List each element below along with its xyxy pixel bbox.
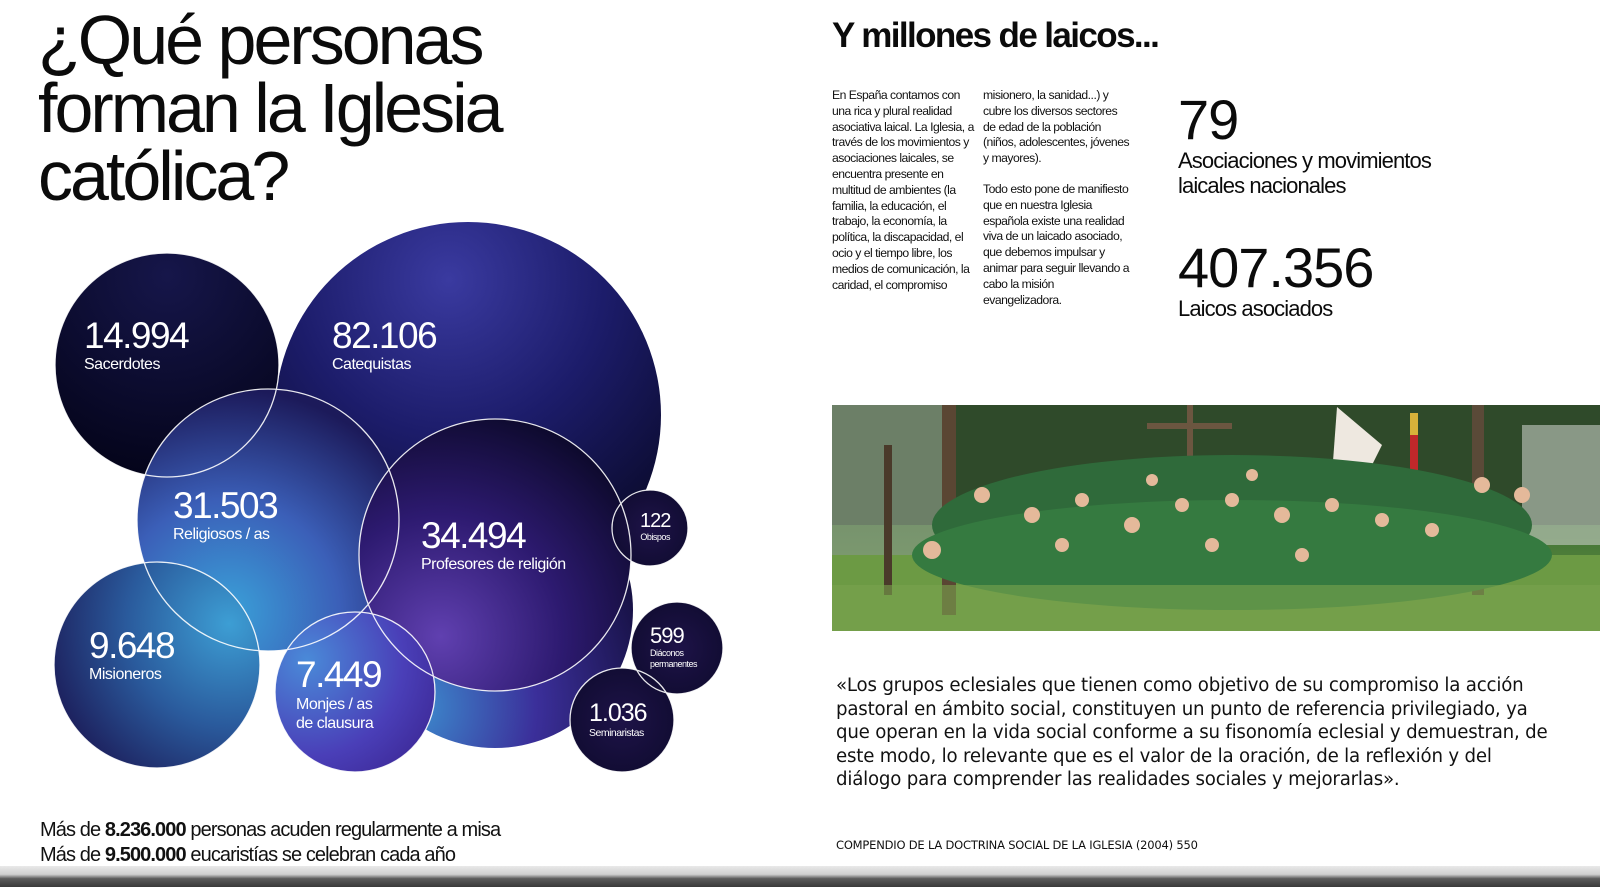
bubble-obispos bbox=[640, 510, 670, 542]
bubble-misioneros bbox=[89, 626, 174, 684]
quote-source: COMPENDIO DE LA DOCTRINA SOCIAL DE LA IGLESIA (2004) 550 bbox=[836, 838, 1198, 852]
bubble-value: 9.648 bbox=[89, 625, 175, 666]
bubble-catequistas bbox=[332, 316, 436, 374]
stat-label-line-2: laicales nacionales bbox=[1178, 173, 1346, 198]
bubble-label: Profesores de religión bbox=[421, 556, 566, 573]
body-paragraph: Todo esto pone de manifiesto que en nuestra Iglesia española existe una realidad viva de un laicado asociado, que debemos impulsar y animar para seguir llevando a cabo la misión evangelizadora. bbox=[983, 181, 1130, 307]
bubble-label: Seminaristas bbox=[589, 727, 644, 739]
stat-label: Laicos asociados bbox=[1178, 296, 1333, 321]
bubble-label-line-1: Monjes / as bbox=[296, 696, 373, 713]
title-line-3: católica? bbox=[38, 137, 288, 215]
bubble-label: Sacerdotes bbox=[84, 356, 160, 373]
page-title bbox=[38, 1, 638, 215]
bubble-diaconos bbox=[650, 624, 697, 670]
body-column-1 bbox=[832, 88, 980, 293]
title-line-2: forman la Iglesia bbox=[38, 69, 501, 147]
bubble-label: Catequistas bbox=[332, 356, 411, 373]
bubble-seminaristas bbox=[589, 700, 647, 739]
body-column-2 bbox=[983, 88, 1131, 308]
pull-quote: «Los grupos eclesiales que tienen como objetivo de su compromiso la acción pastoral en ámbito social, constituyen un punto de referencia privilegiado, ya que operan en la vida social conforme a su fisonomía eclesial y demuestran, de este modo, lo relevante que es el valor de la oración, de la reflexión y del diálogo para comprender las realidades sociales y mejorarlas». bbox=[836, 675, 1548, 790]
stat-value: 407.356 bbox=[1178, 236, 1374, 299]
total-suffix: personas acuden regularmente a misa bbox=[185, 819, 501, 841]
page-bottom-edge bbox=[0, 866, 1600, 887]
bubble-label-line-2: de clausura bbox=[296, 715, 374, 732]
bubble-value: 31.503 bbox=[173, 485, 278, 526]
bubble-value: 14.994 bbox=[84, 315, 189, 356]
group-photo bbox=[832, 405, 1600, 631]
bubble-value: 599 bbox=[650, 623, 684, 648]
total-prefix: Más de bbox=[40, 819, 105, 841]
bubble-label-line-1: Diáconos bbox=[650, 648, 684, 658]
bubble-label-line-2: permanentes bbox=[650, 659, 698, 669]
bubble-sacerdotes bbox=[84, 316, 188, 374]
bubble-label: Misioneros bbox=[89, 666, 162, 683]
totals-summary bbox=[40, 818, 500, 868]
bubble-infographic bbox=[0, 200, 760, 800]
title-line-1: ¿Qué personas bbox=[38, 1, 482, 79]
stat-value: 79 bbox=[1178, 88, 1239, 151]
bubble-religiosos bbox=[173, 486, 277, 544]
stat-label-line-1: Asociaciones y movimientos bbox=[1178, 148, 1431, 173]
total-prefix: Más de bbox=[40, 844, 105, 866]
total-mass-attendance bbox=[40, 818, 500, 843]
bubble-value: 82.106 bbox=[332, 315, 437, 356]
section-title: Y millones de laicos... bbox=[832, 16, 1159, 55]
bubble-value: 1.036 bbox=[589, 699, 647, 727]
bubble-value: 7.449 bbox=[296, 654, 382, 695]
total-eucharists bbox=[40, 843, 500, 868]
bubble-label: Religiosos / as bbox=[173, 526, 270, 543]
total-suffix: eucaristías se celebran cada año bbox=[185, 844, 456, 866]
bubble-monjes bbox=[296, 655, 381, 733]
bubble-value: 34.494 bbox=[421, 515, 526, 556]
total-value: 9.500.000 bbox=[104, 844, 186, 866]
bubble-label: Obispos bbox=[640, 532, 670, 542]
stat-lay-members bbox=[1178, 236, 1374, 321]
bubble-profesores bbox=[421, 516, 566, 574]
body-paragraph: En España contamos con una rica y plural realidad asociativa laical. La Iglesia, a través de los movimientos y asociaciones laicales, se encuentra presente en multitud de ambientes (la familia, la educación, el trabajo, la economía, la política, la discapacidad, el ocio y el tiempo libre, los medios de comunicación, la caridad, el compromiso bbox=[832, 88, 974, 292]
total-value: 8.236.000 bbox=[104, 819, 186, 841]
photo-illustration bbox=[832, 405, 1600, 631]
bubble-value: 122 bbox=[640, 510, 671, 532]
stat-associations bbox=[1178, 88, 1431, 198]
body-paragraph: misionero, la sanidad...) y cubre los diversos sectores de edad de la población (niños, adolescentes, jóvenes y mayores). bbox=[983, 88, 1130, 166]
